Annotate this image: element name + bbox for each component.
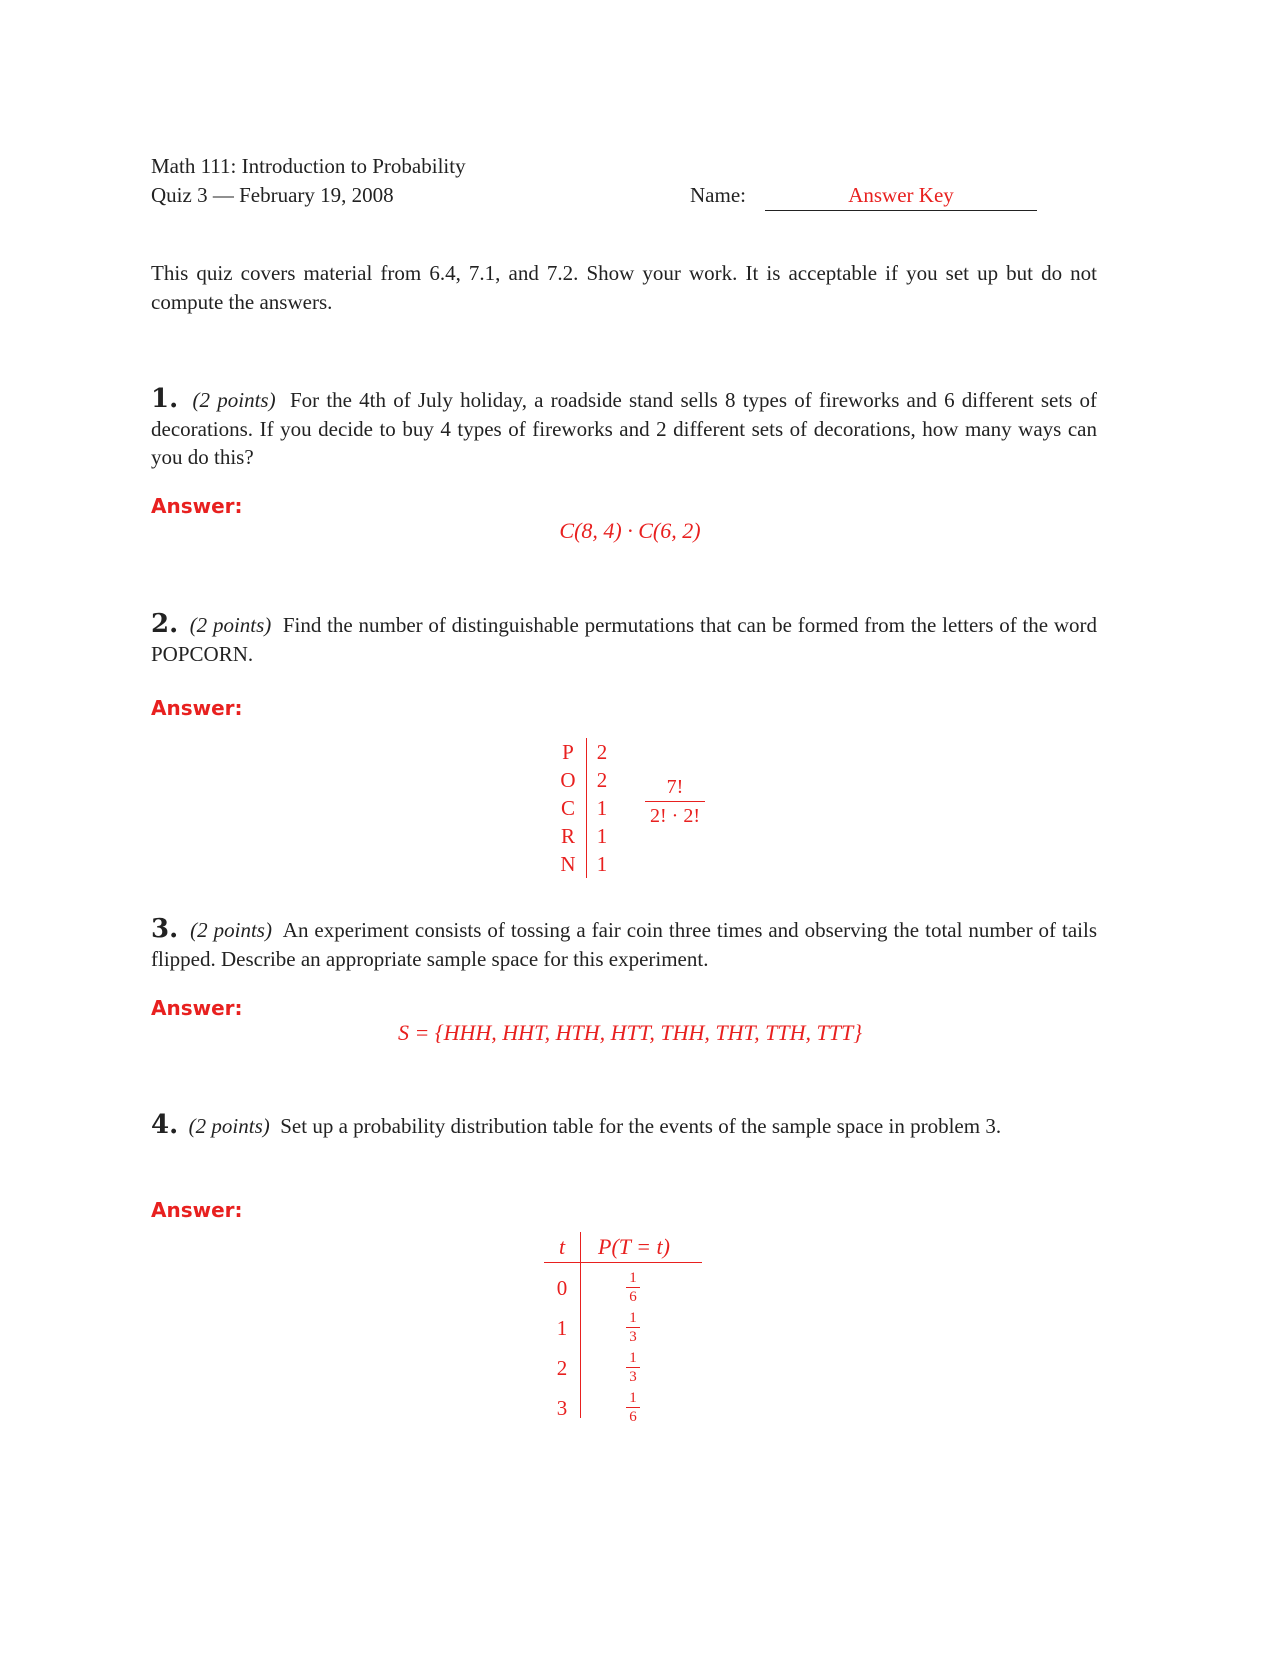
course-title: Math 111: Introduction to Probability [151, 154, 466, 178]
question-points: (2 points) [192, 388, 276, 412]
fraction-bar [626, 1367, 640, 1368]
probability-fraction [626, 1270, 640, 1305]
header-probability: P(T = t) [598, 1234, 670, 1259]
answer-1-formula: C(8, 4) · C(6, 2) [559, 518, 701, 543]
count-cell: 1 [596, 796, 608, 820]
fraction-numerator: 1 [629, 1390, 637, 1406]
t-value: 2 [556, 1356, 568, 1380]
table-divider [580, 1232, 581, 1418]
fraction-denominator: 3 [629, 1329, 637, 1345]
fraction-bar [626, 1327, 640, 1328]
fraction-denominator: 6 [629, 1409, 637, 1425]
question-points: (2 points) [188, 1114, 270, 1138]
header-t: t [558, 1234, 566, 1259]
table-divider [586, 738, 587, 878]
fraction-numerator: 1 [629, 1270, 637, 1286]
answer-label: Answer: [151, 494, 243, 518]
probability-table [540, 1232, 710, 1425]
question-number: 4. [151, 1110, 179, 1140]
question-3 [151, 915, 1097, 973]
question-number: 1. [151, 384, 179, 414]
letter-cell: R [560, 824, 575, 848]
question-text: For the 4th of July holiday, a roadside stand sells 8 types of fireworks and 6 different sets of decorations. If you decide to buy 4 types of fireworks and 2 different sets of decorations, how many ways can you do this? [151, 388, 1098, 469]
name-underline [765, 210, 1037, 211]
t-value: 0 [556, 1276, 568, 1300]
count-cell: 1 [596, 824, 608, 848]
probability-fraction [626, 1390, 640, 1425]
header-rule [544, 1262, 702, 1263]
count-cell: 2 [596, 768, 608, 792]
question-4 [151, 1111, 1097, 1141]
probability-fraction [626, 1350, 640, 1385]
question-number: 2. [151, 609, 179, 639]
answer-label: Answer: [151, 1198, 243, 1222]
permutation-fraction [645, 775, 705, 828]
t-value: 1 [556, 1316, 568, 1340]
letter-cell: C [560, 796, 575, 820]
letter-cell: P [562, 740, 574, 764]
question-text: Find the number of distinguishable permutations that can be formed from the letters of the word POPCORN. [151, 613, 1098, 666]
intro-text: This quiz covers material from 6.4, 7.1, and 7.2. Show your work. It is acceptable if you set up but do not compute the answers. [151, 261, 1097, 314]
probability-fraction [626, 1310, 640, 1345]
question-text: An experiment consists of tossing a fair coin three times and observing the total number of tails flipped. Describe an appropriate sample space for this experiment. [151, 918, 1098, 971]
question-number: 3. [151, 914, 179, 944]
letter-cell: N [560, 852, 576, 876]
quiz-title: Quiz 3 — February 19, 2008 [151, 183, 394, 207]
fraction-numerator: 1 [629, 1310, 637, 1326]
fraction-bar [626, 1287, 640, 1288]
question-1 [151, 385, 1097, 472]
name-label: Name: [690, 183, 746, 207]
letter-cell: O [560, 768, 576, 792]
t-value: 3 [556, 1396, 568, 1420]
question-points: (2 points) [190, 918, 272, 942]
count-cell: 1 [596, 852, 608, 876]
fraction-numerator: 7! [666, 776, 684, 798]
count-cell: 2 [596, 740, 608, 764]
fraction-denominator: 6 [629, 1289, 637, 1305]
answer-label: Answer: [151, 996, 243, 1020]
question-2 [151, 610, 1097, 668]
fraction-bar [645, 801, 705, 802]
fraction-denominator: 3 [629, 1369, 637, 1385]
question-text: Set up a probability distribution table for the events of the sample space in problem 3. [280, 1114, 1002, 1138]
question-points: (2 points) [189, 613, 272, 637]
sample-space: S = {HHH, HHT, HTH, HTT, THH, THT, TTH, TTT} [397, 1020, 863, 1045]
fraction-denominator: 2! · 2! [650, 805, 700, 827]
answer-label: Answer: [151, 696, 243, 720]
fraction-bar [626, 1407, 640, 1408]
fraction-numerator: 1 [629, 1350, 637, 1366]
name-value: Answer Key [848, 183, 954, 207]
